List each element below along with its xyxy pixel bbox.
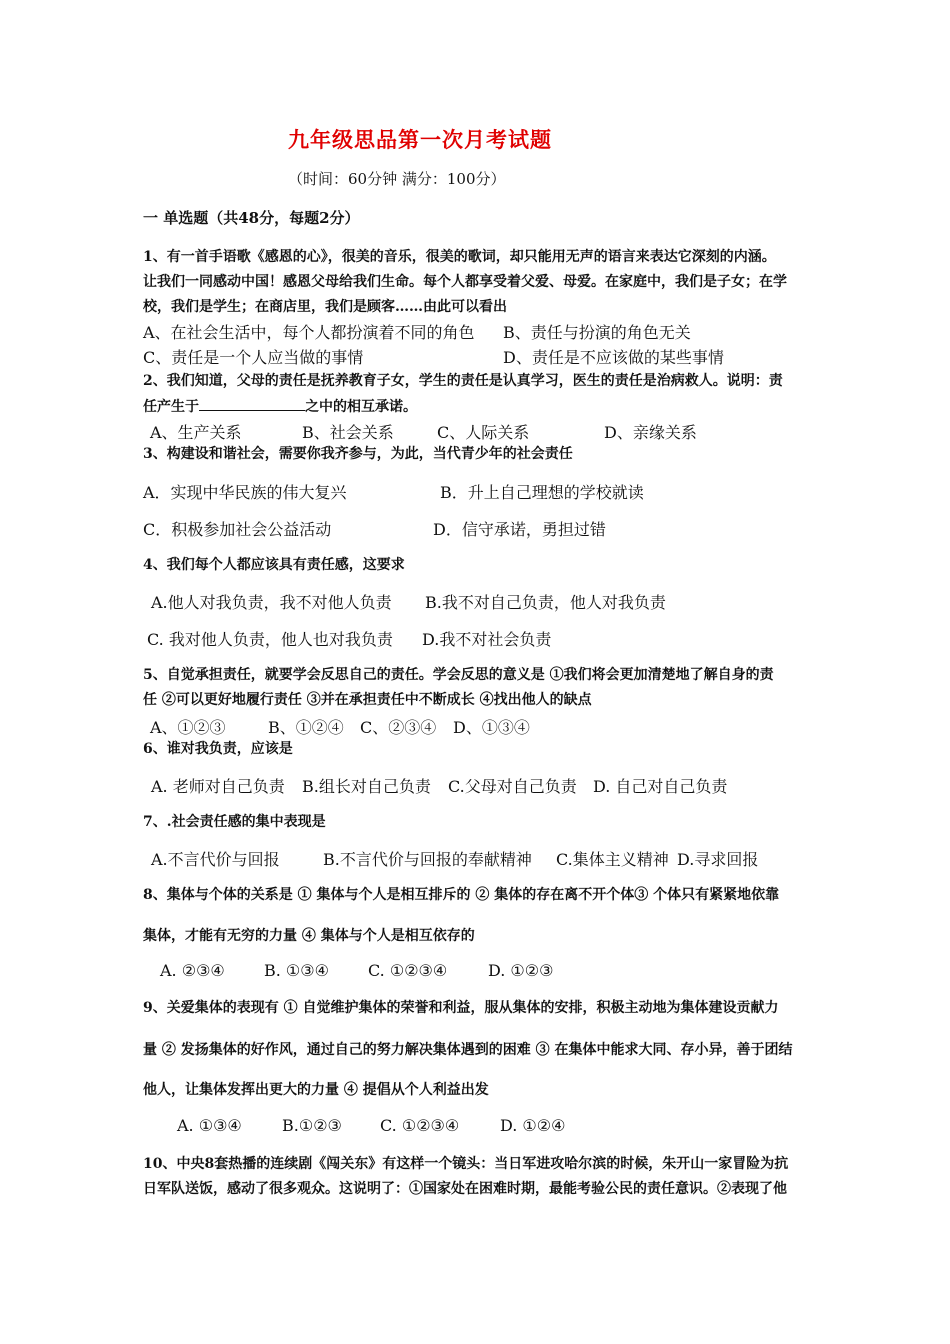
option-b: B、①②④: [268, 718, 344, 737]
option-b: B.①②③: [282, 1116, 342, 1135]
option-d: D．信守承诺，勇担过错: [433, 520, 606, 539]
option-a: A. ①③④: [177, 1116, 242, 1135]
option-b: B.不言代价与回报的奉献精神: [323, 850, 532, 869]
question-text: 3、构建设和谐社会，需要你我齐参与，为此，当代青少年的社会责任: [143, 446, 573, 462]
option-d: D. ①②③: [488, 961, 554, 980]
option-b: B.我不对自己负责，他人对我负责: [425, 593, 666, 612]
question-text: 任 ②可以更好地履行责任 ③并在承担责任中不断成长 ④找出他人的缺点: [143, 692, 592, 708]
option-a: A、①②③: [150, 718, 226, 737]
question-text: 1、有一首手语歌《感恩的心》，很美的音乐，很美的歌词，却只能用无声的语言来表达它深刻的内涵。: [143, 249, 776, 265]
question-text: 9、关爱集体的表现有 ① 自觉维护集体的荣誉和利益，服从集体的安排，积极主动地为集体建设贡献力: [143, 1000, 779, 1016]
option-d: D、亲缘关系: [604, 423, 697, 442]
option-c: C、②③④: [360, 718, 437, 737]
question-text: 校，我们是学生；在商店里，我们是顾客……由此可以看出: [143, 299, 507, 315]
question-text: 6、谁对我负责，应该是: [143, 741, 293, 757]
question-text: [143, 396, 417, 417]
option-d: D、①③④: [453, 718, 530, 737]
option-b: B、责任与扮演的角色无关: [503, 323, 691, 342]
option-a: A.他人对我负责，我不对他人负责: [151, 593, 392, 612]
question-text: 量 ② 发扬集体的好作风，通过自己的努力解决集体遇到的困难 ③ 在集体中能求大同、存小异，善于团结: [143, 1042, 793, 1058]
option-c: C. 我对他人负责，他人也对我负责: [147, 630, 393, 649]
option-c: C．积极参加社会公益活动: [143, 520, 332, 539]
question-text: 8、集体与个体的关系是 ① 集体与个人是相互排斥的 ② 集体的存在离不开个体③ 个体只有紧紧地依靠: [143, 887, 780, 903]
option-b: B. ①③④: [264, 961, 329, 980]
option-d: D.我不对社会负责: [422, 630, 552, 649]
option-a: A、在社会生活中，每个人都扮演着不同的角色: [143, 323, 475, 342]
section-heading: 一 单选题（共48分，每题2分）: [143, 209, 360, 227]
question-text: 5、自觉承担责任，就要学会反思自己的责任。学会反思的意义是 ①我们将会更加清楚地了解自身的责: [143, 667, 774, 683]
question-text: 集体，才能有无穷的力量 ④ 集体与个人是相互依存的: [143, 928, 475, 944]
option-d: D.寻求回报: [677, 850, 759, 869]
option-a: A. 老师对自己负责: [151, 777, 285, 796]
option-a: A. ②③④: [160, 961, 225, 980]
option-c: C.父母对自己负责: [448, 777, 577, 796]
option-a: A.不言代价与回报: [151, 850, 280, 869]
question-text: 10、中央8套热播的连续剧《闯关东》有这样一个镜头：当日军进攻哈尔滨的时候，朱开山一家冒险为抗: [143, 1156, 789, 1172]
option-c: C. ①②③④: [368, 961, 448, 980]
question-text: 他人，让集体发挥出更大的力量 ④ 提倡从个人利益出发: [143, 1082, 489, 1098]
question-text-part: 任产生于: [143, 399, 199, 415]
option-b: B．升上自己理想的学校就读: [440, 483, 644, 502]
exam-subtitle: （时间：60分钟 满分：100分）: [288, 170, 506, 188]
option-d: D. ①②④: [500, 1116, 566, 1135]
option-c: C. ①②③④: [380, 1116, 460, 1135]
option-b: B.组长对自己负责: [302, 777, 431, 796]
exam-title: 九年级思品第一次月考试题: [288, 127, 552, 152]
question-text: 让我们一同感动中国！感恩父母给我们生命。每个人都享受着父爱、母爱。在家庭中，我们是子女；在学: [143, 274, 787, 290]
answer-blank: [199, 396, 305, 411]
option-d: D. 自己对自己负责: [593, 777, 728, 796]
option-a: A、生产关系: [150, 423, 242, 442]
question-text: 日军队送饭，感动了很多观众。这说明了：①国家处在困难时期，最能考验公民的责任意识。②表现了他: [143, 1181, 787, 1197]
option-d: D、责任是不应该做的某些事情: [503, 348, 724, 367]
option-c: C、人际关系: [437, 423, 530, 442]
option-c: C、责任是一个人应当做的事情: [143, 348, 364, 367]
question-text: 2、我们知道，父母的责任是抚养教育子女，学生的责任是认真学习，医生的责任是治病救人。说明：责: [143, 373, 783, 389]
option-a: A．实现中华民族的伟大复兴: [143, 483, 347, 502]
question-text: 7、.社会责任感的集中表现是: [143, 814, 326, 830]
question-text-part: 之中的相互承诺。: [305, 399, 417, 415]
option-b: B、社会关系: [302, 423, 394, 442]
option-c: C.集体主义精神: [556, 850, 669, 869]
question-text: 4、我们每个人都应该具有责任感，这要求: [143, 557, 405, 573]
